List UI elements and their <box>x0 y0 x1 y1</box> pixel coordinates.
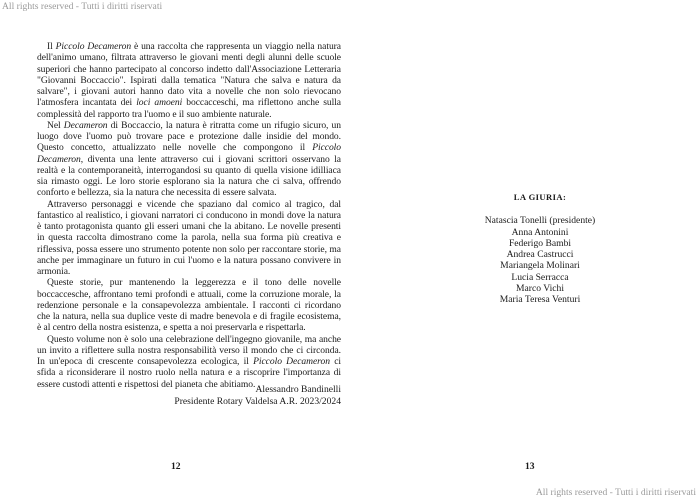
text-run: , diventa una lente attraverso cui i giovani scrittori osservano la realtà e la contemporaneità, interrogandosi su quanto di quella visione idilliaca sia rimasto oggi. Le loro storie esplorano sia la natura che ci salva, offrendo conforto e bellezza, sia la natura che necessita di essere salvata. <box>37 153 341 199</box>
signature-name: Alessandro Bandinelli <box>255 384 341 395</box>
jury-block <box>440 192 640 306</box>
italic-title-run: Piccolo Decameron <box>55 41 132 52</box>
jury-member: Natascia Tonelli (presidente) <box>484 215 596 227</box>
text-run: Il <box>47 41 56 52</box>
jury-member: Mariangela Molinari <box>500 260 580 272</box>
signature-block <box>37 384 341 407</box>
paragraph <box>37 199 341 278</box>
jury-member: Andrea Castrucci <box>506 249 574 261</box>
jury-member: Marco Vichi <box>515 283 564 295</box>
italic-title-run: Piccolo Decameron <box>253 356 330 367</box>
signature-role: Presidente Rotary Valdelsa A.R. 2023/2024 <box>174 395 341 407</box>
text-run: boccacceschi, ma riflettono anche sulla complessità del rapporto tra l'uomo e il suo ambiente naturale. <box>37 97 341 120</box>
text-run: Nel <box>47 119 64 131</box>
italic-title-run: loci amoeni <box>136 97 183 109</box>
text-run: Queste storie, pur mantenendo la leggerezza e il tono delle novelle boccaccesche, affrontano temi profondi e attuali, come la corruzione morale, la redenzione personale e la consapevolezza ambientale. I racconti ci ricordano che la natura, nella sua duplice veste di madre benevola e di fragile ecosistema, è al centro della nostra esistenza, e spetta a noi preservarla e rispettarla. <box>37 277 341 334</box>
paragraph <box>37 334 341 390</box>
text-run: Attraverso personaggi e vicende che spaziano dal comico al tragico, dal fantastico al realistico, i giovani narratori ci conducono in mondi dove la natura è tanto protagonista quanto gli esseri umani che la abitano. Le novelle presenti in questa raccolta dimostrano come la parola, nella sua forma più creativa e riflessiva, possa essere uno strumento potente non solo per raccontare storie, ma anche per immaginare un futuro in cui l'uomo e la natura possano convivere in armonia. <box>37 198 341 277</box>
page-number-right: 13 <box>525 461 535 472</box>
text-run: è una raccolta che rappresenta un viaggio nella natura dell'animo umano, filtrata attraverso le giovani menti degli alunni delle scuole superiori che hanno partecipato al concorso indetto dall'Associazione Letteraria "Giovanni Boccaccio". Ispirati dalla tematica "Natura che salva e natura da salvare", i giovani autori hanno dato vita a novelle che non solo rievocano l'atmosfera incantata dei <box>37 41 341 109</box>
italic-title-run: Decameron <box>63 119 108 131</box>
paragraph <box>37 120 341 199</box>
watermark-top: All rights reserved - Tutti i diritti riservati <box>2 1 163 12</box>
watermark-bottom: All rights reserved - Tutti i diritti riservati <box>535 487 696 498</box>
jury-member: Anna Antonini <box>511 226 569 238</box>
jury-member: Maria Teresa Venturi <box>499 294 581 306</box>
text-run: ci sfida a riconsiderare il nostro ruolo nella natura e a riscoprire l'importanza di essere custodi attenti e rispettosi del pianeta che abitiamo. <box>37 356 341 390</box>
paragraph <box>37 277 341 333</box>
paragraph <box>37 41 341 120</box>
jury-member: Lucia Serracca <box>511 271 569 283</box>
jury-member: Federigo Bambi <box>508 237 572 249</box>
text-run: di Boccaccio, la natura è ritratta come un rifugio sicuro, un luogo dove l'uomo può trovare pace e protezione dalle insidie del mondo. Questo concetto, attualizzato nelle novelle che compongono il <box>37 119 341 154</box>
page-number-left: 12 <box>171 461 181 472</box>
jury-title: LA GIURIA: <box>513 192 567 202</box>
left-page-body <box>37 41 341 390</box>
italic-title-run: Piccolo Decameron <box>37 142 341 165</box>
text-run: Questo volume non è solo una celebrazione dell'ingegno giovanile, ma anche un invito a riflettere sulla nostra responsabilità verso il mondo che ci circonda. In un'epoca di crescente consapevolezza ecologica, il <box>37 333 341 367</box>
